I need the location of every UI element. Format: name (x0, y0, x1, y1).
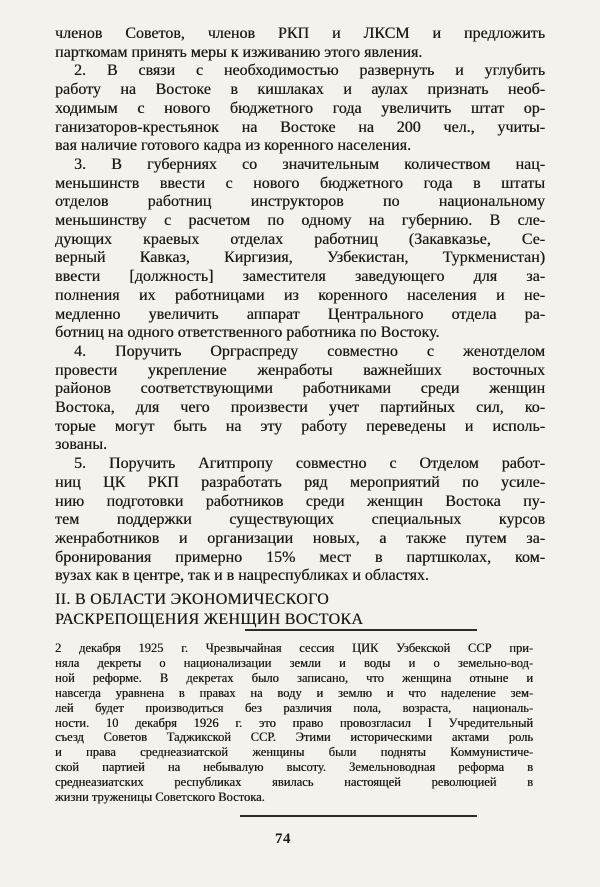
footnote-line: жизни труженицы Советского Востока. (55, 790, 265, 805)
section-heading-line: II. В ОБЛАСТИ ЭКОНОМИЧЕСКОГО (55, 591, 330, 609)
text-line: провести укрепление женработы важнейших восточных (55, 361, 545, 379)
text-line: верный Кавказ, Киргизия, Узбекистан, Туркменистан) (55, 249, 545, 267)
text-line: 4. Поручить Орграспреду совместно с женотделом (74, 342, 545, 360)
text-line: 3. В губерниях со значительным количеством нац- (74, 155, 545, 173)
text-line: работу на Востоке в кишлаках и аулах признать необ- (55, 81, 545, 99)
paragraph (55, 25, 545, 62)
text-line: ходимым с нового бюджетного года увеличить штат ор- (55, 99, 545, 117)
footnote-line: лей будет производиться без различия пола, возраста, националь- (55, 700, 533, 715)
text-line: парткомам принять меры к изживанию этого явления. (55, 43, 423, 61)
text-line: медленно увеличить аппарат Центрального отдела ра- (55, 305, 545, 323)
paragraph (55, 62, 545, 156)
text-line: вузах как в центре, так и в нацреспубликах и областях. (55, 567, 429, 585)
footnote-line: ской партией на небывалую высоту. Земельноводная реформа в (55, 760, 533, 775)
text-line: полнения их работницами из коренного населения и не- (55, 286, 545, 304)
footnote-line: среднеазиатских республиках явилась настоящей революцией в (55, 775, 533, 790)
paragraph (55, 156, 545, 343)
text-line: тем поддержки существующих специальных курсов (55, 511, 545, 529)
body-text (55, 25, 545, 630)
text-line: меньшинству с расчетом по одному на губернию. В сле- (55, 212, 545, 230)
text-line: дующих краевых отделах работниц (Закавказье, Се- (55, 230, 545, 248)
footnote-line: няла декреты о национализации земли и воды и о земельно-вод- (55, 655, 533, 670)
text-line: ганизаторов-крестьянок на Востоке на 200 чел., учиты- (55, 118, 545, 136)
footnote-line: ности. 10 декабря 1926 г. это право провозгласил I Учредительный (55, 715, 533, 730)
text-line: торые могут быть на эту работу переведены и исполь- (55, 417, 545, 435)
text-line: отделов работниц инструкторов по национальному (55, 193, 545, 211)
text-line: 2. В связи с необходимостью развернуть и углубить (74, 62, 545, 80)
footnote-line: съезд Советов Таджикской ССР. Этими историческими актами роль (55, 730, 533, 745)
footnote-separator-rule (245, 629, 477, 631)
footnote-line: ной реформе. В декретах было записано, что женщина отныне и (55, 670, 533, 685)
text-line: вая наличие готового кадра из коренного населения. (55, 137, 411, 155)
text-line: Востока, для чего произвести учет партийных сил, ко- (55, 399, 545, 417)
paragraph (55, 455, 545, 586)
footnote-line: 2 декабря 1925 г. Чрезвычайная сессия ЦИК Узбекской ССР при- (55, 641, 533, 655)
text-line: женработников и организации новых, а также путем за- (55, 529, 545, 547)
text-line: членов Советов, членов РКП и ЛКСМ и предложить (55, 25, 545, 42)
text-line: меньшинств ввести с нового бюджетного года в штаты (55, 174, 545, 192)
text-line: ботниц на одного ответственного работника по Востоку. (55, 324, 440, 342)
footnote (55, 641, 533, 805)
section-heading (55, 590, 545, 630)
text-line: 5. Поручить Агитпропу совместно с Отделом работ- (74, 455, 545, 473)
page-footer-rule (240, 815, 477, 817)
footnote-line: навсегда уравнена в правах на воду и землю и что наделение зем- (55, 685, 533, 700)
page-number: 74 (275, 831, 291, 847)
footnote-line: и права среднеазиатской женщины были подняты Коммунистиче- (55, 745, 533, 760)
text-line: нию подготовки работников среди женщин Востока пу- (55, 492, 545, 510)
section-heading-line: РАСКРЕПОЩЕНИЯ ЖЕНЩИН ВОСТОКА (55, 611, 364, 629)
text-line: ниц ЦК РКП разработать ряд мероприятий по усиле- (55, 473, 545, 491)
text-line: бронирования примерно 15% мест в партшколах, ком- (55, 548, 545, 566)
text-line: ввести [должность] заместителя заведующего для за- (55, 268, 545, 286)
paragraph (55, 343, 545, 455)
text-line: районов соответствующими работниками среди женщин (55, 380, 545, 398)
text-line: зованы. (55, 436, 107, 454)
